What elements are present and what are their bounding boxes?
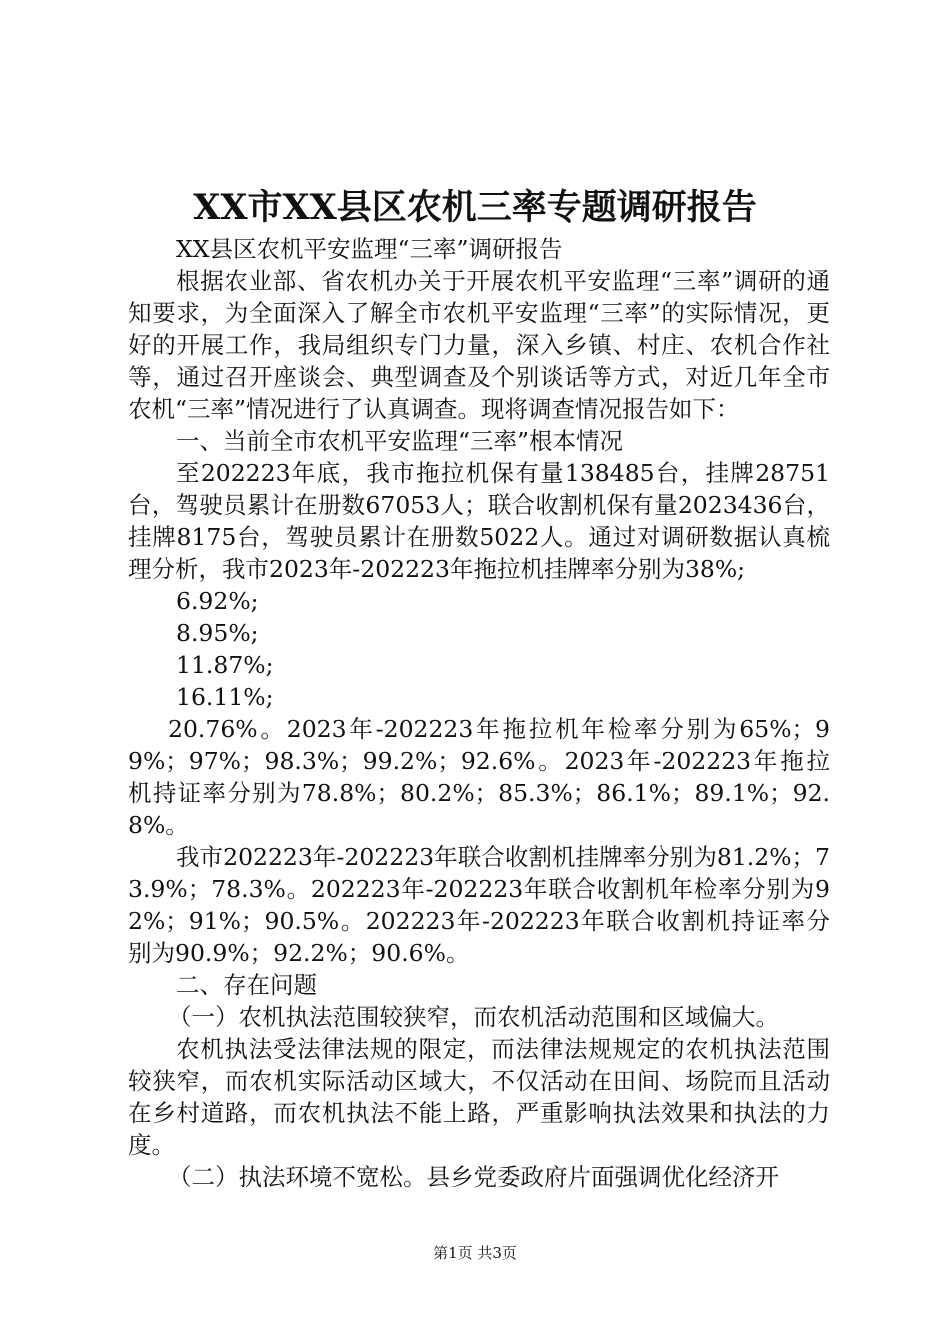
document-title: XX市XX县区农机三率专题调研报告 [193, 187, 757, 228]
rate-line: 6.92%; [176, 587, 259, 615]
section-heading-1: 一、当前全市农机平安监理“三率”根本情况 [176, 427, 624, 455]
section-heading-2: 二、存在问题 [176, 971, 317, 999]
inspection-rate-paragraph: 20.76%。2023年-202223年拖拉机年检率分别为65%；99%；97%；98.3%；99.2%；92.6%。2023年-202223年拖拉机持证率分别为78.8%；80.2%；85.3%；86.1%；89.1%；92.8%。 [128, 715, 830, 839]
intro-paragraph: 根据农业部、省农机办关于开展农机平安监理“三率”调研的通知要求，为全面深入了解全市农机平安监理“三率”的实际情况，更好的开展工作，我局组织专门力量，深入乡镇、村庄、农机合作社等，通过召开座谈会、典型调查及个别谈话等方式，对近几年全市农机“三率”情况进行了认真调查。现将调查情况报告如下： [128, 267, 830, 423]
document-body [128, 233, 830, 1193]
rate-line: 11.87%; [176, 651, 274, 679]
rate-line: 8.95%; [176, 619, 259, 647]
problem-heading-2: （二）执法环境不宽松。县乡党委政府片面强调优化经济开 [168, 1163, 779, 1191]
subtitle-paragraph: XX县区农机平安监理“三率”调研报告 [176, 235, 563, 263]
page-number-footer: 第1页 共3页 [433, 1244, 517, 1262]
problem-paragraph-1: 农机执法受法律法规的限定，而法律法规规定的农机执法范围较狭窄，而农机实际活动区域大，不仅活动在田间、场院而且活动在乡村道路，而农机执法不能上路，严重影响执法效果和执法的力度。 [128, 1035, 830, 1159]
rate-line: 16.11%; [176, 683, 274, 711]
problem-heading-1: （一）农机执法范围较狭窄，而农机活动范围和区域偏大。 [168, 1003, 779, 1031]
harvester-rate-paragraph: 我市202223年-202223年联合收割机挂牌率分别为81.2%；73.9%；78.3%。202223年-202223年联合收割机年检率分别为92%；91%；90.5%。202223年-202223年联合收割机持证率分别为90.9%；92.2%；90.6%。 [128, 843, 830, 967]
statistics-paragraph: 至202223年底，我市拖拉机保有量138485台，挂牌28751台，驾驶员累计在册数67053人；联合收割机保有量2023436台，挂牌8175台，驾驶员累计在册数5022人。通过对调研数据认真梳理分析，我市2023年-202223年拖拉机挂牌率分别为38%; [128, 459, 830, 583]
